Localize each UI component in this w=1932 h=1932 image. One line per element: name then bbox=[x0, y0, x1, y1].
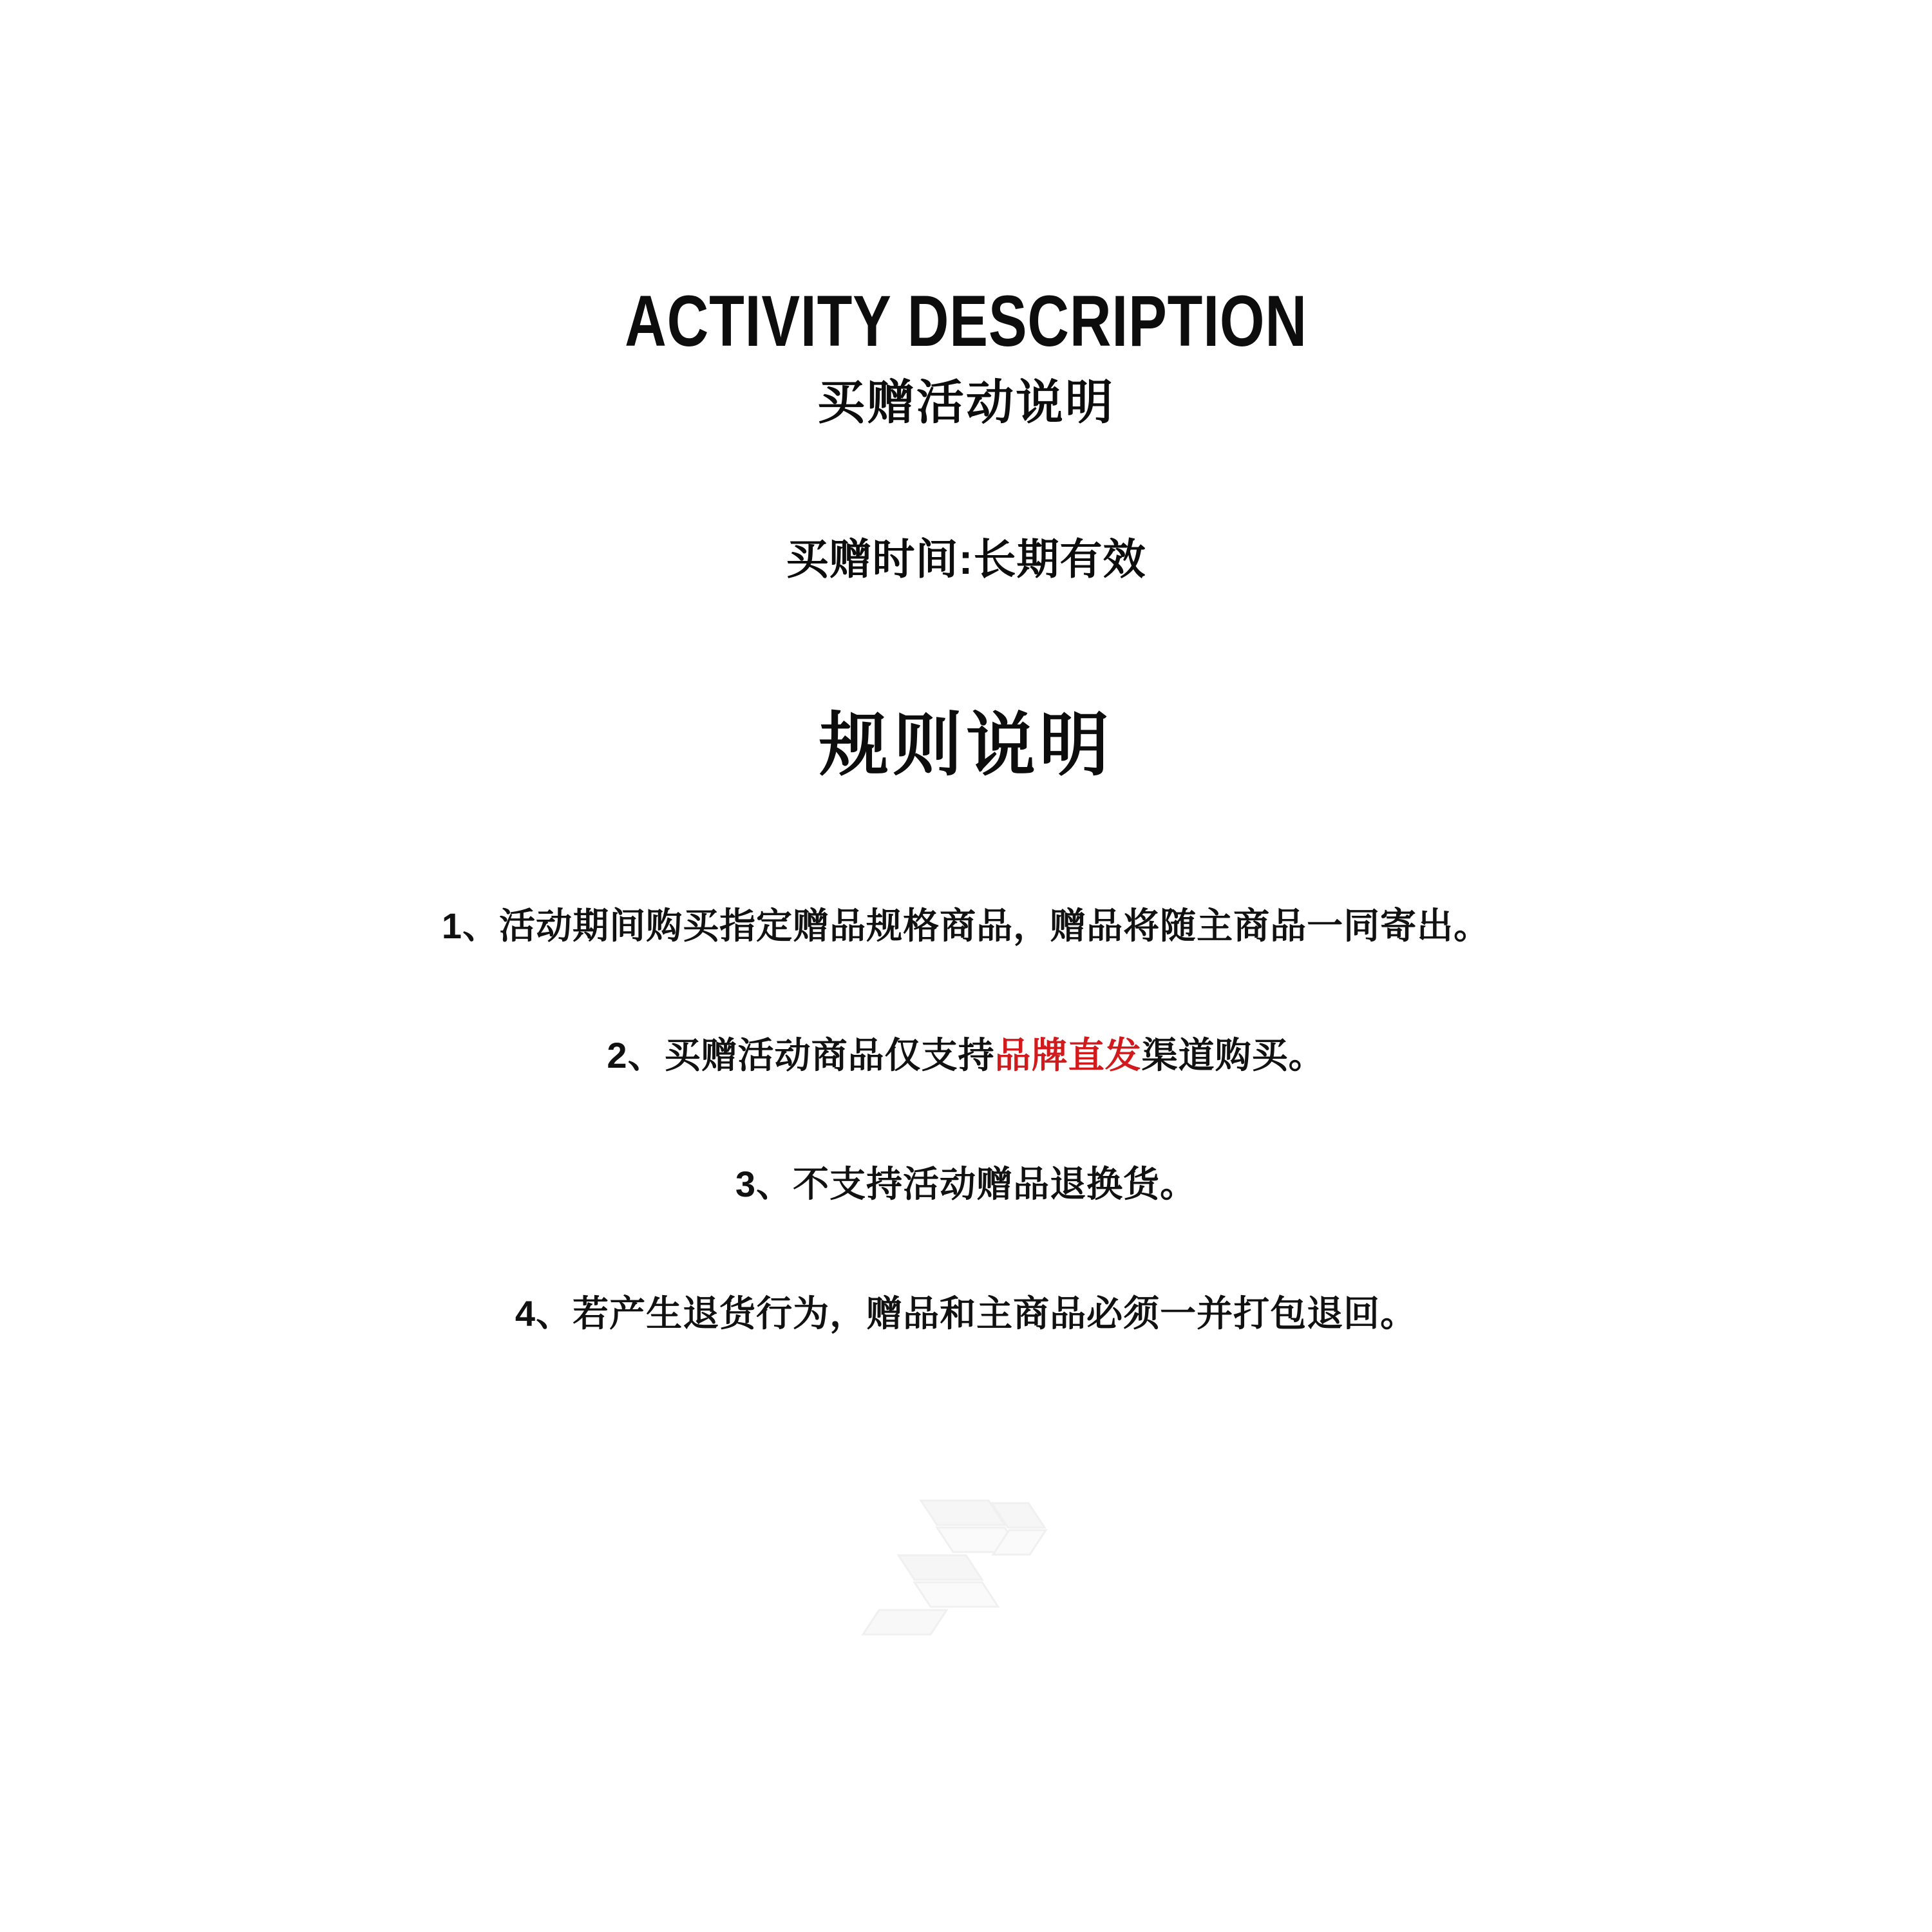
activity-period-text: 买赠时间:长期有效 bbox=[786, 535, 1146, 583]
rule-item bbox=[607, 1031, 1325, 1080]
rules-list bbox=[0, 902, 1932, 1338]
page-title-chinese: 买赠活动说明 bbox=[817, 375, 1115, 429]
rule-text-prefix: 2、买赠活动商品仅支持 bbox=[607, 1034, 995, 1075]
rule-text-suffix: 渠道购买。 bbox=[1141, 1034, 1325, 1075]
brand-logo-watermark-icon bbox=[860, 1494, 1072, 1655]
rule-item: 1、活动期间购买指定赠品规格商品，赠品将随主商品一同寄出。 bbox=[441, 905, 1491, 946]
rule-item: 4、若产生退货行为，赠品和主商品必须一并打包退回。 bbox=[515, 1293, 1417, 1334]
rules-section-heading: 规则说明 bbox=[819, 705, 1113, 784]
page-title-english: ACTIVITY DESCRIPTION bbox=[625, 281, 1307, 361]
header-block bbox=[0, 283, 1932, 428]
rule-item: 3、不支持活动赠品退换货。 bbox=[735, 1164, 1197, 1205]
rule-text-highlight: 品牌直发 bbox=[994, 1034, 1142, 1075]
